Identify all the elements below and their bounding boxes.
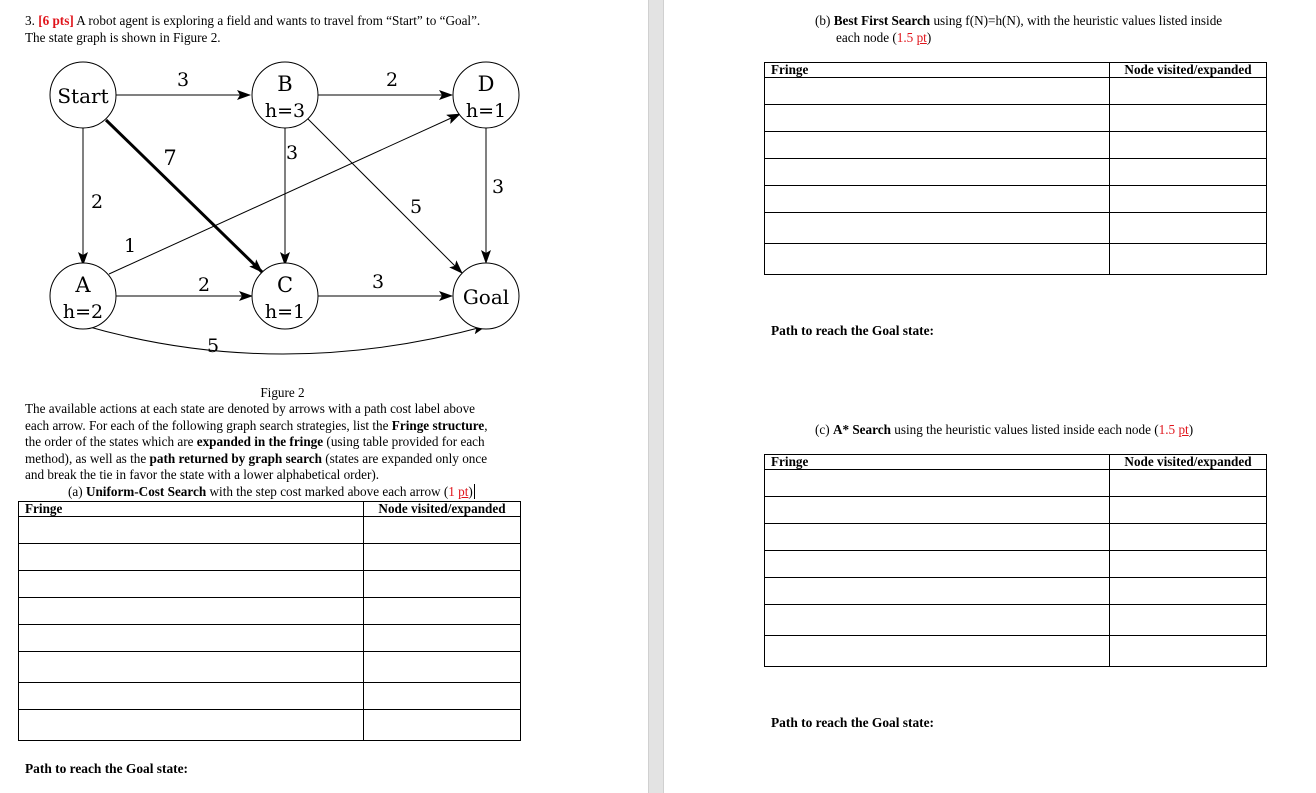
node-a-heuristic: h=2 xyxy=(62,301,104,323)
part-b-points: 1.5 xyxy=(896,29,917,45)
part-b-line2: each node ( xyxy=(836,29,897,45)
node-start-label: Start xyxy=(57,84,109,108)
part-c-prefix: (c) xyxy=(815,422,833,437)
cost-a-d: 1 xyxy=(123,235,137,257)
table-cell[interactable] xyxy=(1110,105,1267,132)
table-cell[interactable] xyxy=(19,710,364,741)
part-a-rest: with the step cost marked above each arrow ( xyxy=(206,484,449,499)
table-cell[interactable] xyxy=(364,710,521,741)
description-line-2a: each arrow. For each of the following graph search strategies, list the xyxy=(25,417,392,433)
description-line-3a: the order of the states which are xyxy=(25,434,197,449)
problem-points: [6 pts] xyxy=(38,13,74,28)
description-line-1: The available actions at each state are denoted by arrows with a path cost label above xyxy=(25,401,476,416)
table-cell[interactable] xyxy=(1110,470,1267,497)
table-cell[interactable] xyxy=(19,683,364,710)
table-cell[interactable] xyxy=(1110,186,1267,213)
part-b-rest: using f(N)=h(N), with the heuristic values listed inside xyxy=(930,13,1223,28)
part-c-name: A* Search xyxy=(832,422,891,437)
problem-header xyxy=(25,13,625,46)
description-line-3c: (using table provided for each xyxy=(323,434,485,449)
table-cell[interactable] xyxy=(765,605,1110,636)
table-cell[interactable] xyxy=(364,544,521,571)
part-a-col-node: Node visited/expanded xyxy=(364,502,521,517)
table-cell[interactable] xyxy=(19,517,364,544)
node-b-label: B xyxy=(277,72,293,96)
node-goal-label: Goal xyxy=(462,285,510,309)
part-a-name: Uniform-Cost Search xyxy=(85,484,207,499)
part-c-heading xyxy=(815,422,1193,439)
table-cell[interactable] xyxy=(364,625,521,652)
part-b-col-fringe: Fringe xyxy=(765,63,1110,78)
problem-number: 3. xyxy=(25,13,35,28)
node-d-heuristic: h=1 xyxy=(465,100,507,122)
cost-b-goal: 5 xyxy=(409,196,423,218)
node-c-heuristic: h=1 xyxy=(264,301,306,323)
part-a-close: ) xyxy=(468,484,473,499)
part-c-points-unit: pt xyxy=(1178,422,1189,437)
description-line-2c: , xyxy=(484,417,488,433)
part-c-close: ) xyxy=(1188,422,1194,437)
edge-b-goal xyxy=(307,118,462,273)
node-c-label: C xyxy=(276,273,294,297)
part-a-points-unit: pt xyxy=(458,484,469,499)
table-cell[interactable] xyxy=(765,497,1110,524)
part-c-rest: using the heuristic values listed inside each node ( xyxy=(890,422,1159,437)
description-line-4b: path returned by graph search xyxy=(149,450,322,466)
state-graph xyxy=(0,55,640,365)
part-a-table xyxy=(18,501,521,741)
table-cell[interactable] xyxy=(765,159,1110,186)
table-cell[interactable] xyxy=(1110,551,1267,578)
part-c-points: 1.5 xyxy=(1158,422,1179,437)
table-cell[interactable] xyxy=(765,78,1110,105)
part-b-table xyxy=(764,62,1267,275)
part-b-heading xyxy=(815,13,1295,46)
description-line-3b: expanded in the fringe xyxy=(196,434,324,449)
cost-start-b: 3 xyxy=(176,69,190,91)
table-cell[interactable] xyxy=(765,524,1110,551)
cost-b-d: 2 xyxy=(385,69,399,91)
table-cell[interactable] xyxy=(1110,524,1267,551)
part-b-points-unit: pt xyxy=(916,29,927,45)
table-cell[interactable] xyxy=(765,636,1110,667)
table-cell[interactable] xyxy=(364,517,521,544)
table-cell[interactable] xyxy=(765,578,1110,605)
part-b-close: ) xyxy=(926,29,932,45)
part-b-name: Best First Search xyxy=(833,13,931,28)
table-cell[interactable] xyxy=(1110,497,1267,524)
table-cell[interactable] xyxy=(765,105,1110,132)
cost-start-a: 2 xyxy=(90,191,104,213)
table-cell[interactable] xyxy=(19,571,364,598)
text-cursor xyxy=(474,484,475,499)
table-cell[interactable] xyxy=(765,213,1110,244)
description-line-5: and break the tie in favor the state with a lower alphabetical order). xyxy=(25,467,380,482)
node-b-heuristic: h=3 xyxy=(264,100,306,122)
part-c-table xyxy=(764,454,1267,667)
cost-d-goal: 3 xyxy=(491,176,505,198)
part-c-col-node: Node visited/expanded xyxy=(1110,455,1267,470)
table-cell[interactable] xyxy=(364,652,521,683)
part-c-path-label: Path to reach the Goal state: xyxy=(771,715,935,730)
part-b-prefix: (b) xyxy=(815,13,834,28)
part-c-col-fringe: Fringe xyxy=(765,455,1110,470)
table-cell[interactable] xyxy=(19,652,364,683)
description-line-4c: (states are expanded only once xyxy=(321,450,488,466)
table-cell[interactable] xyxy=(19,598,364,625)
cost-a-goal: 5 xyxy=(206,335,220,357)
table-cell[interactable] xyxy=(19,625,364,652)
node-a-label: A xyxy=(75,273,91,297)
cost-start-c: 7 xyxy=(163,146,177,170)
table-cell[interactable] xyxy=(19,544,364,571)
cost-c-goal: 3 xyxy=(371,271,385,293)
cost-a-c: 2 xyxy=(197,274,211,296)
table-cell[interactable] xyxy=(1110,244,1267,275)
part-b-col-node: Node visited/expanded xyxy=(1110,63,1267,78)
node-d-label: D xyxy=(477,72,495,96)
table-cell[interactable] xyxy=(765,244,1110,275)
table-cell[interactable] xyxy=(364,683,521,710)
figure-caption: Figure 2 xyxy=(260,385,305,400)
part-a-path-label: Path to reach the Goal state: xyxy=(25,761,189,776)
part-a-prefix: (a) xyxy=(68,484,86,499)
page-gutter xyxy=(648,0,664,793)
table-cell[interactable] xyxy=(765,551,1110,578)
cost-b-c: 3 xyxy=(285,142,299,164)
table-cell[interactable] xyxy=(765,470,1110,497)
description xyxy=(25,401,545,484)
table-cell[interactable] xyxy=(1110,605,1267,636)
table-cell[interactable] xyxy=(1110,213,1267,244)
part-a-col-fringe: Fringe xyxy=(19,502,364,517)
table-cell[interactable] xyxy=(1110,132,1267,159)
description-line-2b: Fringe structure xyxy=(391,417,485,433)
part-a-points: 1 xyxy=(448,484,459,499)
table-cell[interactable] xyxy=(1110,78,1267,105)
edge-a-goal xyxy=(86,326,486,354)
problem-intro-1: A robot agent is exploring a field and wants to travel from “Start” to “Goal”. xyxy=(73,13,481,28)
table-cell[interactable] xyxy=(765,132,1110,159)
problem-intro-2: The state graph is shown in Figure 2. xyxy=(25,29,221,45)
part-b-path-label: Path to reach the Goal state: xyxy=(771,323,935,338)
table-cell[interactable] xyxy=(1110,578,1267,605)
table-cell[interactable] xyxy=(765,186,1110,213)
table-cell[interactable] xyxy=(1110,159,1267,186)
table-cell[interactable] xyxy=(364,571,521,598)
table-cell[interactable] xyxy=(364,598,521,625)
description-line-4a: method), as well as the xyxy=(25,450,150,466)
table-cell[interactable] xyxy=(1110,636,1267,667)
part-a-heading xyxy=(68,484,475,501)
